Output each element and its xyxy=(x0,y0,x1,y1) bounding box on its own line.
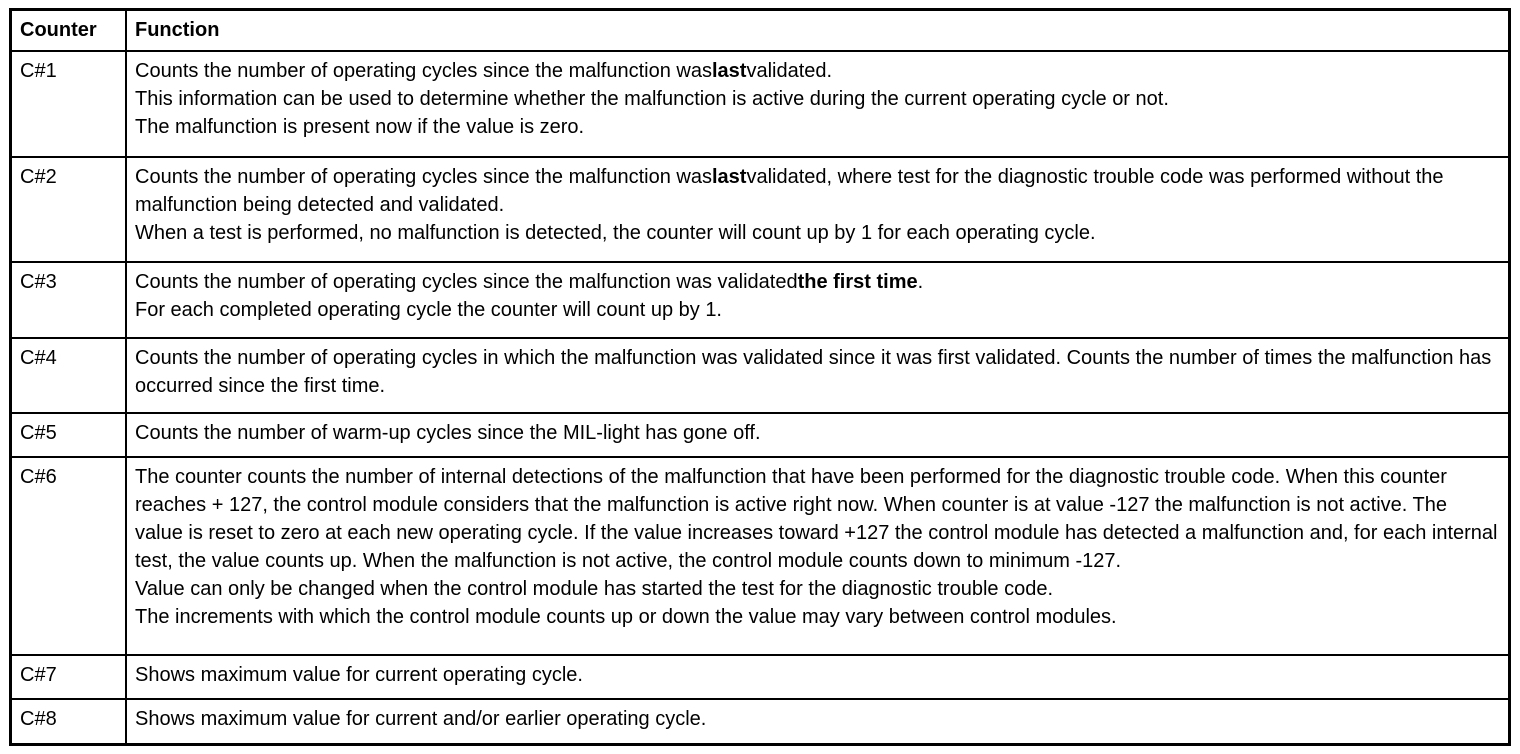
text-segment: Shows maximum value for current and/or earlier operating cycle. xyxy=(135,708,707,731)
function-paragraph xyxy=(135,296,1500,324)
function-cell xyxy=(126,457,1510,654)
function-paragraph xyxy=(135,268,1500,296)
function-cell xyxy=(126,51,1510,157)
table-row xyxy=(11,262,1510,337)
text-segment: validated. xyxy=(746,60,833,82)
text-segment: When a test is performed, no malfunction is detected, the counter will count up by 1 for each operating cycle. xyxy=(135,221,1096,244)
header-row xyxy=(11,10,1510,52)
function-cell xyxy=(126,157,1510,263)
text-segment: Counts the number of operating cycles in which the malfunction was validated since it was first validated. Counts the number of times the malfunction has occurred since the first time. xyxy=(135,346,1492,397)
function-paragraph xyxy=(135,57,1500,85)
text-segment: Counts the number of operating cycles since the malfunction was xyxy=(135,60,712,82)
function-paragraph xyxy=(135,661,1500,689)
table-row xyxy=(11,157,1510,263)
function-paragraph xyxy=(135,575,1500,603)
function-paragraph xyxy=(135,113,1500,141)
header-counter: Counter xyxy=(11,10,127,52)
bold-text-segment: last xyxy=(711,165,747,188)
function-paragraph xyxy=(135,705,1500,733)
counter-function-table xyxy=(9,8,1511,746)
counter-cell: C#7 xyxy=(11,655,127,700)
counter-cell: C#8 xyxy=(11,699,127,744)
counter-cell: C#2 xyxy=(11,157,127,263)
function-cell xyxy=(126,262,1510,337)
counter-cell: C#3 xyxy=(11,262,127,337)
function-paragraph xyxy=(135,463,1500,575)
text-segment: Counts the number of warm-up cycles since the MIL-light has gone off. xyxy=(135,421,761,444)
function-paragraph xyxy=(135,419,1500,447)
text-segment: Shows maximum value for current operating cycle. xyxy=(135,663,583,686)
text-segment: This information can be used to determine whether the malfunction is active during the current operating cycle or not. xyxy=(135,88,1169,110)
bold-text-segment: last xyxy=(711,60,747,82)
function-cell xyxy=(126,338,1510,413)
counter-cell: C#4 xyxy=(11,338,127,413)
text-segment: The counter counts the number of internal detections of the malfunction that have been performed for the diagnostic trouble code. When this counter reaches + 127, the control module considers that the malfunction is active right now. When counter is at value -127 the malfunction is not active. The value is reset to zero at each new operating cycle. If the value increases toward +127 the control module has detected a malfunction and, for each internal test, the value counts up. When the malfunction is not active, the control module counts down to minimum -127. xyxy=(135,466,1498,573)
table-row xyxy=(11,457,1510,654)
text-segment: The increments with which the control module counts up or down the value may vary between control modules. xyxy=(135,606,1117,629)
table-row xyxy=(11,51,1510,157)
function-paragraph xyxy=(135,219,1500,247)
function-cell xyxy=(126,413,1510,458)
bold-text-segment: the first time xyxy=(797,271,918,294)
table-row xyxy=(11,655,1510,700)
function-paragraph xyxy=(135,163,1500,219)
function-cell xyxy=(126,655,1510,700)
function-paragraph xyxy=(135,85,1500,113)
header-function: Function xyxy=(126,10,1510,52)
table-header xyxy=(11,10,1510,52)
table-row xyxy=(11,338,1510,413)
table-row xyxy=(11,699,1510,744)
counter-cell: C#1 xyxy=(11,51,127,157)
function-cell xyxy=(126,699,1510,744)
text-segment: For each completed operating cycle the counter will count up by 1. xyxy=(135,299,722,322)
text-segment: The malfunction is present now if the value is zero. xyxy=(135,116,585,138)
table-row xyxy=(11,413,1510,458)
text-segment: Counts the number of operating cycles since the malfunction was xyxy=(135,165,712,188)
text-segment: Counts the number of operating cycles since the malfunction was validated xyxy=(135,271,798,294)
table-body xyxy=(11,51,1510,745)
function-paragraph xyxy=(135,344,1500,400)
counter-cell: C#6 xyxy=(11,457,127,654)
text-segment: validated, where test for the diagnostic trouble code was performed without the malfunction being detected and validated. xyxy=(135,165,1444,216)
text-segment: . xyxy=(917,271,924,294)
text-segment: Value can only be changed when the control module has started the test for the diagnostic trouble code. xyxy=(135,578,1053,601)
counter-cell: C#5 xyxy=(11,413,127,458)
function-paragraph xyxy=(135,603,1500,631)
